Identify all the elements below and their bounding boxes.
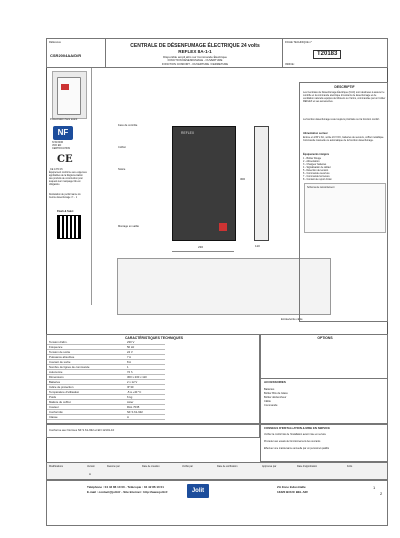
reference-label: Référence [49,41,61,44]
spec-key: Dimensions [49,375,64,379]
spec-value: 7 A [127,355,132,359]
equip-item: 5 - Détection de tension [303,169,329,172]
spec-value: 230 V [127,340,135,344]
left-column [47,68,92,305]
norms-text: Conforme aux Normes NF S 61-932 et EN 12101-10 [49,428,115,432]
spec-key: Nombre de lignes de commande [49,365,90,369]
device-brand: REFLEX [181,131,195,135]
installation-block [260,424,388,462]
sheet-number-block [282,38,388,68]
footer-phone: Téléphone : 04 42 86 10 00 - Télécopie : 04 42 86 10 01 [87,485,164,489]
device-front-view [172,126,236,241]
accessory-item: Boîtier déclencheur [264,396,287,399]
equip-item: 7 - Commande fermeture [303,175,330,178]
ce-text: Équipement conforme aux exigences applicables de la Réglementation des produits de construction pour lesquels leur marquage CE est obligatoire [49,172,87,186]
wiring-schematic [304,183,386,233]
spec-value: RAL 7035 [127,405,140,409]
equip-item: 4 - Signalisation de défaut [303,166,331,169]
spec-key: Batteries [49,380,61,384]
device-side-view [254,126,269,241]
schema-caption: Schéma de raccordement [307,186,335,189]
alim-title: Alimentation secteur [303,132,328,135]
page-count: 2 [380,491,383,496]
spec-value: 300 x 230 x 110 [127,375,147,379]
spec-key: Fréquence [49,345,63,349]
accessory-item: Commande [264,404,278,407]
sheet-number: T20183 [313,50,341,59]
doc-sub2: FONCTION DÉSENFUMAGE - OUVERTURE [167,59,223,62]
dim-width: 230 [198,245,204,249]
norms-row [46,424,260,438]
equip-item: 2 - Alimentation [303,160,320,163]
nf-line-3: CERTIFICATION [52,147,71,150]
spec-value: 72 h [127,370,133,374]
spec-key: Tension de sortie [49,350,71,354]
version-table [46,462,388,480]
footer-email: E-mail : contact@jolit.fr - Site Internet : http://www.jolit.fr [87,490,168,494]
spec-key: Autonomie [49,370,63,374]
spec-value: 8 A [127,360,132,364]
spec-key: Conformité [49,410,63,414]
version-value: A [89,472,91,476]
accessory-item: Boîtier Bris de Glace [264,392,288,395]
callout-front: Face de contrôle [118,124,138,127]
spec-key: Matière du coffret [49,400,71,404]
footer-address2: 13320 BOUC BEL AIR [277,490,308,494]
version-header: Approuvé par [262,465,277,468]
version-header: Date d'approbation [297,465,318,468]
accessories-block [260,378,388,424]
spec-value: 6 kg [127,395,133,399]
product-photo [52,71,87,119]
equip-title: Équipements intégrés [303,153,330,156]
reference-value: CSR2004AA/D/R [50,53,82,58]
qr-code-image[interactable] [57,215,81,239]
callout-box: Coffret [118,146,126,149]
ce-code: CE 1370 15 [50,168,63,171]
installation-item: Vérifier la conformité de l'installation avant mise en service [264,433,326,436]
spec-key: Puissance absorbée [49,355,75,359]
installation-item: Procéder aux essais de fonctionnement des ouvrants [264,440,321,443]
spec-key: Classe [49,415,58,419]
spec-value: A [127,415,129,419]
width-dim-line [172,251,234,252]
red-button-image [61,84,69,90]
specs-title: CARACTÉRISTIQUES TECHNIQUES [124,336,184,340]
photo-caption: Présentation face avant [50,118,78,121]
version-header: Modifications [49,465,63,468]
ce-logo: CE [57,154,73,165]
equip-item: 6 - Commande ouverture [303,172,330,175]
equip-item: 3 - Chargeur batteries [303,163,327,166]
spec-value: NF S 61-932 [127,410,143,414]
nf-line-2: VDO EN [52,144,62,147]
accessory-item: Batteries [264,388,275,391]
dim-depth: 110 [255,244,260,248]
description-panel [299,82,388,322]
callout-mount: Montage en saillie [118,225,139,228]
version-header: Version [87,465,95,468]
device-red-button [219,223,227,231]
nf-logo: NF [53,126,73,140]
version-header: Folio [347,465,353,468]
spec-key: Couleur [49,405,59,409]
spec-key: Poids [49,395,56,399]
accessory-item: Câble [264,400,271,403]
installation-title: CONSEILS D'INSTALLATION & MISE EN SERVICE [264,426,330,430]
nf-line-1: N°AFNOR [52,141,64,144]
footer-address1: ZA Zone Industrielle [277,485,306,489]
spec-value: -5 à +40 °C [127,390,142,394]
equip-item: 8 - Contact de report d'état [303,178,332,181]
accessories-title: ACCESSOIRES [264,380,286,384]
spec-value: 1 [127,365,129,369]
dim-height: 300 [240,177,246,181]
qr-label: Flash & Suivi [57,210,74,213]
doc-subtitle: Disponible ampli alim sur Commande Électrique [163,55,227,59]
alim-text: Entrée en 230 V AC, sortie 24 V DC, batteries de secours, coffret métallique. Commande manuelle ou automatique de la fonction désenfumage. [303,136,385,142]
spec-key: Courant de sortie [49,360,71,364]
spec-key: Température d'utilisation [49,390,80,394]
reference-block [46,38,106,68]
spec-value: 50 Hz [127,345,135,349]
version-header: Vérifié par [182,465,193,468]
jolit-logo: Jolit [187,484,209,498]
description-para2: La fonction désenfumage reste toujours prioritaire sur la fonction confort. [303,118,380,121]
spec-value: Acier [127,400,134,404]
spec-key: Indice de protection [49,385,74,389]
version-header: Date de vérification [217,465,238,468]
spec-value: IP 30 [127,385,134,389]
title-block [105,38,283,68]
product-cabinet-image [57,77,81,115]
page-number: 1 [373,485,376,490]
options-title: OPTIONS [317,336,333,340]
callout-label: Notice [118,168,126,171]
version-header: Dessiné par [107,465,120,468]
index-label: INDICE : [285,63,296,66]
connector-label: Entrée/sortie câble [281,318,303,321]
spec-value: 2 x 12 V [127,380,138,384]
equip-item: 1 - Boîtier Rouge [303,157,322,160]
spec-row [47,415,165,420]
sheet-label: FICHE TECHNIQUE n° [285,41,312,44]
installation-item: Effectuer une maintenance annuelle par un personnel qualifié [264,447,330,450]
dop-text: Déclaration de performance du Centre désenfumage n°... 1 [49,194,81,199]
version-header: Date de création [142,465,160,468]
spec-value: 24 V [127,350,133,354]
doc-title-line1: CENTRALE DE DÉSENFUMAGE ÉLECTRIQUE 24 volts [130,43,260,49]
footer [46,480,388,526]
description-title: DESCRIPTIF [334,85,355,89]
doc-sub3: FONCTION CONFORT - OUVERTURE / FERMETURE [161,63,229,66]
description-para1: Les Centrales de Désenfumage Électrique (CAC) sont destinées à assurer le contrôle et la commande électrique d'ouvrants de désenfumage et de ventilation naturelle équipés de Moteurs ou Vérins, commandée par un boîtier REFLEX et ses accessoires. [303,91,386,103]
doc-title-line2: REFLEX 8A-1-1 [178,49,212,54]
spec-key: Tension d'alim. [49,340,68,344]
